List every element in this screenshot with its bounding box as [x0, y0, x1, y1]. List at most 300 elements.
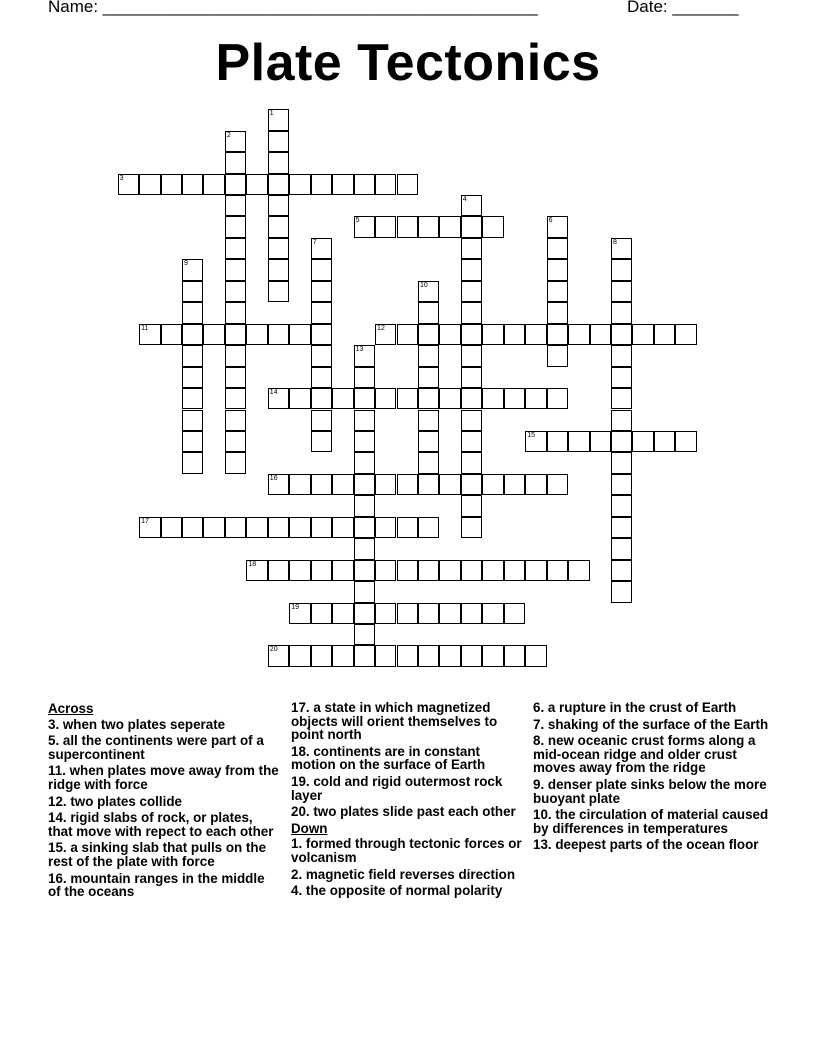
crossword-cell[interactable] [461, 645, 482, 666]
clue-item-number: 13. [533, 837, 556, 853]
crossword-cell[interactable] [118, 174, 139, 195]
clue-item-number: 16. [48, 870, 71, 886]
clue-item [48, 734, 280, 761]
crossword-cell[interactable] [354, 474, 375, 495]
clue-item [291, 837, 527, 864]
clue-item [291, 805, 527, 819]
crossword-cell[interactable] [354, 517, 375, 538]
clue-item-number: 3. [48, 716, 63, 732]
crossword-cell[interactable] [568, 431, 589, 452]
crossword-cell[interactable] [418, 517, 439, 538]
crossword-cell[interactable] [397, 517, 418, 538]
crossword-cell[interactable] [611, 581, 632, 602]
crossword-cell[interactable] [354, 367, 375, 388]
crossword-cell[interactable] [461, 474, 482, 495]
crossword-cell[interactable] [525, 388, 546, 409]
crossword-cell[interactable] [482, 560, 503, 581]
crossword-cell[interactable] [354, 388, 375, 409]
clue-item-number: 5. [48, 733, 63, 749]
crossword-cell[interactable] [461, 345, 482, 366]
crossword-cell[interactable] [611, 281, 632, 302]
crossword-cell[interactable] [289, 474, 310, 495]
crossword-cell[interactable] [547, 431, 568, 452]
crossword-cell[interactable] [547, 560, 568, 581]
clue-item-number: 20. [291, 804, 314, 820]
crossword-cell[interactable] [461, 410, 482, 431]
clue-number: 5 [355, 217, 360, 225]
clue-number: 6 [548, 217, 553, 225]
crossword-cell[interactable] [311, 345, 332, 366]
crossword-cell[interactable] [461, 517, 482, 538]
crossword-cell[interactable] [525, 474, 546, 495]
crossword-cell[interactable] [611, 367, 632, 388]
name-field-label: Name: ______________________________________________ [48, 0, 538, 16]
clue-item-text: magnetic field reverses direction [305, 866, 516, 882]
crossword-cell[interactable] [225, 174, 246, 195]
clue-number: 18 [248, 560, 257, 568]
crossword-cell[interactable] [268, 645, 289, 666]
crossword-cell[interactable] [611, 388, 632, 409]
crossword-cell[interactable] [525, 431, 546, 452]
crossword-cell[interactable] [418, 474, 439, 495]
crossword-cell[interactable] [354, 560, 375, 581]
crossword-cell[interactable] [461, 560, 482, 581]
crossword-cell[interactable] [375, 216, 396, 237]
clue-number: 13 [355, 346, 364, 354]
crossword-cell[interactable] [268, 259, 289, 280]
crossword-cell[interactable] [397, 645, 418, 666]
crossword-cell[interactable] [461, 259, 482, 280]
crossword-cell[interactable] [611, 474, 632, 495]
crossword-cell[interactable] [397, 474, 418, 495]
crossword-cell[interactable] [418, 345, 439, 366]
clue-item-text: a rupture in the crust of Earth [547, 700, 737, 715]
crossword-cell[interactable] [268, 216, 289, 237]
crossword-cell[interactable] [182, 345, 203, 366]
clue-number: 7 [312, 238, 317, 246]
crossword-cell[interactable] [418, 603, 439, 624]
crossword-cell[interactable] [182, 324, 203, 345]
crossword-cell[interactable] [461, 495, 482, 516]
clue-item-text: mountain ranges in the middle of the oceans [48, 870, 265, 900]
clue-item-text: deepest parts of the ocean floor [555, 837, 759, 853]
crossword-cell[interactable] [268, 174, 289, 195]
crossword-cell[interactable] [375, 474, 396, 495]
crossword-cell[interactable] [418, 410, 439, 431]
crossword-cell[interactable] [225, 302, 246, 323]
crossword-cell[interactable] [354, 431, 375, 452]
crossword-cell[interactable] [654, 324, 675, 345]
crossword-cell[interactable] [547, 259, 568, 280]
crossword-cell[interactable] [375, 174, 396, 195]
clue-item-text: a state in which magnetized objects will orient themselves to point north [291, 700, 498, 743]
crossword-cell[interactable] [311, 174, 332, 195]
crossword-cell[interactable] [225, 131, 246, 152]
crossword-cell[interactable] [354, 174, 375, 195]
crossword-cell[interactable] [139, 324, 160, 345]
crossword-cell[interactable] [354, 581, 375, 602]
clue-item-number: 12. [48, 793, 71, 809]
crossword-cell[interactable] [439, 216, 460, 237]
clue-item-number: 14. [48, 810, 71, 826]
crossword-cell[interactable] [246, 174, 267, 195]
crossword-cell[interactable] [547, 324, 568, 345]
crossword-cell[interactable] [397, 560, 418, 581]
clue-item [48, 811, 280, 838]
crossword-cell[interactable] [461, 281, 482, 302]
clue-item-text: denser plate sinks below the more buoyant plate [533, 776, 767, 806]
crossword-cell[interactable] [332, 174, 353, 195]
crossword-cell[interactable] [504, 474, 525, 495]
crossword-cell[interactable] [418, 452, 439, 473]
crossword-cell[interactable] [375, 388, 396, 409]
crossword-cell[interactable] [311, 560, 332, 581]
crossword-cell[interactable] [225, 345, 246, 366]
clue-item-text: two plates collide [70, 793, 182, 809]
crossword-cell[interactable] [311, 324, 332, 345]
clue-item-number: 7. [533, 716, 548, 732]
crossword-cell[interactable] [632, 324, 653, 345]
crossword-cell[interactable] [439, 560, 460, 581]
clue-item [533, 701, 769, 715]
crossword-cell[interactable] [332, 560, 353, 581]
crossword-cell[interactable] [311, 302, 332, 323]
crossword-cell[interactable] [461, 452, 482, 473]
crossword-cell[interactable] [354, 345, 375, 366]
crossword-cell[interactable] [461, 431, 482, 452]
crossword-cell[interactable] [547, 388, 568, 409]
clue-item-text: the circulation of material caused by differences in temperatures [533, 807, 769, 836]
crossword-cell[interactable] [354, 538, 375, 559]
crossword-cell[interactable] [289, 174, 310, 195]
crossword-cell[interactable] [225, 517, 246, 538]
crossword-cell[interactable] [611, 517, 632, 538]
clue-item-number: 10. [533, 807, 556, 823]
crossword-cell[interactable] [461, 302, 482, 323]
crossword-cell[interactable] [547, 474, 568, 495]
clue-item [48, 841, 280, 868]
crossword-cell[interactable] [675, 324, 696, 345]
crossword-cell[interactable] [418, 281, 439, 302]
crossword-cell[interactable] [332, 474, 353, 495]
crossword-cell[interactable] [439, 388, 460, 409]
crossword-cell[interactable] [311, 410, 332, 431]
clue-item-number: 2. [291, 866, 306, 882]
crossword-cell[interactable] [461, 216, 482, 237]
crossword-cell[interactable] [182, 259, 203, 280]
crossword-cell[interactable] [139, 517, 160, 538]
crossword-cell[interactable] [547, 216, 568, 237]
crossword-cell[interactable] [289, 388, 310, 409]
clue-number: 10 [419, 281, 428, 289]
crossword-cell[interactable] [225, 367, 246, 388]
clue-number: 20 [269, 646, 278, 654]
crossword-cell[interactable] [246, 324, 267, 345]
crossword-cell[interactable] [354, 410, 375, 431]
crossword-cell[interactable] [311, 388, 332, 409]
crossword-cell[interactable] [611, 538, 632, 559]
clue-item-text: new oceanic crust forms along a mid-ocean ridge and older crust moves away from the ridge [533, 733, 756, 776]
crossword-cell[interactable] [268, 560, 289, 581]
crossword-cell[interactable] [289, 560, 310, 581]
clue-item-text: when plates move away from the ridge with force [48, 763, 279, 792]
crossword-cell[interactable] [332, 603, 353, 624]
crossword-cell[interactable] [289, 645, 310, 666]
crossword-cell[interactable] [568, 560, 589, 581]
crossword-cell[interactable] [182, 410, 203, 431]
crossword-cell[interactable] [397, 324, 418, 345]
crossword-cell[interactable] [268, 474, 289, 495]
crossword-cell[interactable] [461, 603, 482, 624]
crossword-cell[interactable] [461, 324, 482, 345]
crossword-cell[interactable] [439, 324, 460, 345]
page-title: Plate Tectonics [215, 34, 601, 92]
crossword-cell[interactable] [590, 431, 611, 452]
clue-number: 4 [462, 196, 467, 203]
clue-item [291, 701, 527, 742]
crossword-cell[interactable] [225, 431, 246, 452]
down-heading: Down [291, 820, 328, 836]
clue-number: 2 [226, 131, 231, 139]
crossword-cell[interactable] [525, 324, 546, 345]
crossword-cell[interactable] [203, 324, 224, 345]
crossword-cell[interactable] [182, 517, 203, 538]
crossword-cell[interactable] [225, 452, 246, 473]
clue-item [291, 868, 527, 882]
crossword-cell[interactable] [289, 517, 310, 538]
crossword-cell[interactable] [525, 560, 546, 581]
clue-item [291, 775, 527, 802]
across-heading: Across [48, 701, 94, 716]
clue-item-number: 6. [533, 700, 548, 715]
crossword-cell[interactable] [268, 152, 289, 173]
crossword-cell[interactable] [418, 324, 439, 345]
crossword-cell[interactable] [461, 238, 482, 259]
crossword-cell[interactable] [504, 324, 525, 345]
crossword-cell[interactable] [311, 517, 332, 538]
crossword-cell[interactable] [482, 603, 503, 624]
clue-item [533, 808, 769, 835]
crossword-cell[interactable] [289, 324, 310, 345]
crossword-cell[interactable] [182, 174, 203, 195]
crossword-cell[interactable] [311, 367, 332, 388]
crossword-cell[interactable] [139, 174, 160, 195]
clue-item-number: 15. [48, 840, 71, 856]
clue-item [533, 734, 769, 775]
crossword-cell[interactable] [547, 238, 568, 259]
crossword-cell[interactable] [611, 410, 632, 431]
crossword-cell[interactable] [354, 452, 375, 473]
crossword-cell[interactable] [182, 367, 203, 388]
crossword-cell[interactable] [461, 367, 482, 388]
crossword-cell[interactable] [397, 174, 418, 195]
crossword-cell[interactable] [611, 324, 632, 345]
crossword-cell[interactable] [611, 431, 632, 452]
crossword-cell[interactable] [461, 195, 482, 216]
crossword-cell[interactable] [225, 281, 246, 302]
clue-item-text: cold and rigid outermost rock layer [291, 773, 503, 803]
crossword-cell[interactable] [418, 645, 439, 666]
crossword-cell[interactable] [482, 324, 503, 345]
clue-item-number: 8. [533, 733, 548, 749]
clue-item-text: two plates slide past each other [313, 804, 516, 820]
crossword-cell[interactable] [311, 431, 332, 452]
clue-item [533, 718, 769, 732]
crossword-cell[interactable] [332, 388, 353, 409]
crossword-cell[interactable] [268, 388, 289, 409]
crossword-cell[interactable] [375, 603, 396, 624]
crossword-cell[interactable] [182, 281, 203, 302]
crossword-cell[interactable] [182, 388, 203, 409]
clue-number: 14 [269, 389, 278, 397]
crossword-cell[interactable] [268, 238, 289, 259]
crossword-cell[interactable] [246, 560, 267, 581]
crossword-cell[interactable] [611, 495, 632, 516]
crossword-cell[interactable] [482, 388, 503, 409]
crossword-cell[interactable] [504, 388, 525, 409]
crossword-cell[interactable] [397, 388, 418, 409]
crossword-cell[interactable] [354, 216, 375, 237]
crossword-cell[interactable] [268, 109, 289, 130]
clue-item [48, 764, 280, 791]
clue-item [48, 795, 280, 809]
clue-number: 19 [291, 603, 300, 611]
crossword-cell[interactable] [418, 216, 439, 237]
crossword-cell[interactable] [547, 281, 568, 302]
crossword-cell[interactable] [375, 324, 396, 345]
crossword-cell[interactable] [289, 603, 310, 624]
crossword-cell[interactable] [332, 645, 353, 666]
clue-item-number: 17. [291, 700, 314, 715]
crossword-cell[interactable] [504, 560, 525, 581]
crossword-cell[interactable] [225, 388, 246, 409]
clue-item-text: continents are in constant motion on the surface of Earth [291, 743, 486, 773]
clue-number: 8 [613, 238, 617, 246]
crossword-cell[interactable] [482, 645, 503, 666]
crossword-cell[interactable] [311, 603, 332, 624]
crossword-cell[interactable] [611, 302, 632, 323]
crossword-cell[interactable] [161, 517, 182, 538]
crossword-cell[interactable] [439, 474, 460, 495]
clue-item-number: 18. [291, 743, 314, 759]
crossword-cell[interactable] [418, 367, 439, 388]
crossword-cell[interactable] [225, 238, 246, 259]
clue-item-text: formed through tectonic forces or volcanism [291, 836, 522, 865]
crossword-cell[interactable] [611, 259, 632, 280]
crossword-cell[interactable] [311, 281, 332, 302]
date-field-label: Date: _______ [627, 0, 739, 16]
clue-item-number: 9. [533, 776, 548, 792]
crossword-cell[interactable] [418, 560, 439, 581]
crossword-cell[interactable] [375, 560, 396, 581]
clues-column-1 [48, 701, 280, 902]
crossword-cell[interactable] [632, 431, 653, 452]
crossword-cell[interactable] [311, 645, 332, 666]
clue-item-number: 1. [291, 836, 306, 852]
clues-column-2 [291, 701, 527, 901]
crossword-cell[interactable] [375, 517, 396, 538]
clue-item-number: 19. [291, 773, 314, 789]
crossword-cell[interactable] [225, 152, 246, 173]
crossword-cell[interactable] [225, 259, 246, 280]
crossword-cell[interactable] [525, 645, 546, 666]
crossword-cell[interactable] [203, 517, 224, 538]
crossword-cell[interactable] [397, 603, 418, 624]
crossword-cell[interactable] [268, 195, 289, 216]
crossword-cell[interactable] [182, 302, 203, 323]
crossword-cell[interactable] [311, 474, 332, 495]
crossword-cell[interactable] [611, 238, 632, 259]
crossword-cell[interactable] [439, 645, 460, 666]
clue-item [533, 778, 769, 805]
crossword-cell[interactable] [375, 645, 396, 666]
crossword-cell[interactable] [590, 324, 611, 345]
crossword-cell[interactable] [547, 345, 568, 366]
crossword-cell[interactable] [482, 216, 503, 237]
crossword-cell[interactable] [568, 324, 589, 345]
crossword-cell[interactable] [203, 174, 224, 195]
crossword-cell[interactable] [397, 216, 418, 237]
clue-number: 3 [119, 174, 124, 182]
clue-item [533, 838, 769, 852]
crossword-cell[interactable] [182, 452, 203, 473]
crossword-cell[interactable] [675, 431, 696, 452]
clue-number: 15 [527, 431, 535, 439]
crossword-cell[interactable] [311, 259, 332, 280]
clues-column-3 [533, 701, 769, 855]
crossword-cell[interactable] [547, 302, 568, 323]
crossword-cell[interactable] [504, 645, 525, 666]
crossword-cell[interactable] [504, 603, 525, 624]
clue-item-text: all the continents were part of a supercontinent [48, 733, 264, 762]
crossword-cell[interactable] [161, 174, 182, 195]
crossword-cell[interactable] [611, 560, 632, 581]
crossword-cell[interactable] [461, 388, 482, 409]
crossword-cell[interactable] [161, 324, 182, 345]
clue-number: 17 [141, 517, 149, 525]
crossword-cell[interactable] [654, 431, 675, 452]
crossword-cell[interactable] [354, 603, 375, 624]
crossword-cell[interactable] [311, 238, 332, 259]
crossword-cell[interactable] [182, 431, 203, 452]
crossword-cell[interactable] [268, 517, 289, 538]
crossword-cell[interactable] [268, 131, 289, 152]
crossword-cell[interactable] [332, 517, 353, 538]
crossword-cell[interactable] [418, 388, 439, 409]
crossword-cell[interactable] [225, 410, 246, 431]
crossword-cell[interactable] [439, 603, 460, 624]
crossword-cell[interactable] [418, 302, 439, 323]
clue-item-text: shaking of the surface of the Earth [547, 716, 769, 732]
crossword-cell[interactable] [611, 452, 632, 473]
crossword-cell[interactable] [246, 517, 267, 538]
crossword-cell[interactable] [268, 281, 289, 302]
crossword-cell[interactable] [225, 195, 246, 216]
crossword-cell[interactable] [354, 645, 375, 666]
crossword-cell[interactable] [418, 431, 439, 452]
crossword-cell[interactable] [611, 345, 632, 366]
crossword-cell[interactable] [225, 216, 246, 237]
crossword-cell[interactable] [354, 624, 375, 645]
crossword-cell[interactable] [225, 324, 246, 345]
crossword-cell[interactable] [354, 495, 375, 516]
clue-item [291, 884, 527, 898]
clue-item-text: when two plates seperate [62, 716, 226, 732]
crossword-cell[interactable] [268, 324, 289, 345]
clue-item-text: the opposite of normal polarity [305, 883, 503, 899]
clue-number: 11 [141, 324, 149, 332]
crossword-cell[interactable] [482, 474, 503, 495]
